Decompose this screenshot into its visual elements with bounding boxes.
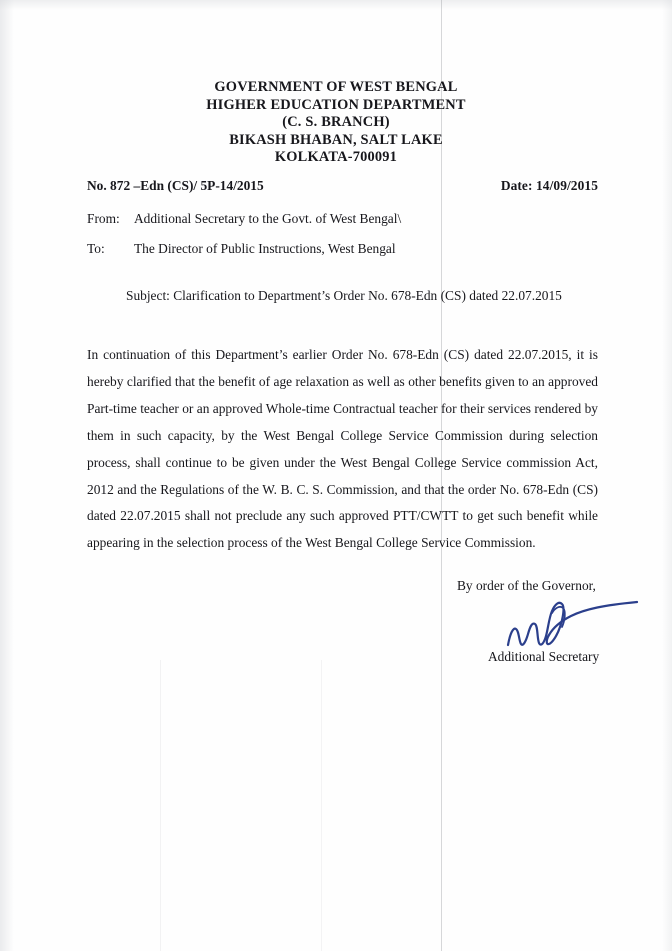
scan-crease-line-faint-left xyxy=(160,660,161,951)
letterhead-line-address: BIKASH BHABAN, SALT LAKE xyxy=(229,131,443,148)
letterhead-line-branch: (C. S. BRANCH) xyxy=(282,114,390,131)
scan-crease-line-faint-center xyxy=(321,660,322,951)
recipient-value: The Director of Public Instructions, West Bengal xyxy=(134,241,396,256)
recipient-label: To: xyxy=(87,241,105,256)
sender-label: From: xyxy=(87,211,120,226)
sender-value: Additional Secretary to the Govt. of West Bengal\ xyxy=(134,211,402,226)
letterhead-line-government: GOVERNMENT OF WEST BENGAL xyxy=(214,79,458,95)
closing-line: By order of the Governor, xyxy=(457,578,596,593)
recipient-line xyxy=(87,241,396,257)
letterhead-line-department: HIGHER EDUCATION DEPARTMENT xyxy=(206,96,466,113)
sender-line xyxy=(87,211,401,227)
signer-designation: Additional Secretary xyxy=(488,649,600,664)
scan-edge-shading-top xyxy=(0,0,672,10)
reference-line xyxy=(87,178,598,194)
handwritten-signature-icon xyxy=(505,596,645,652)
reference-date: Date: 14/09/2015 xyxy=(500,178,598,193)
subject-line: Subject: Clarification to Department’s Order No. 678-Edn (CS) dated 22.07.2015 xyxy=(126,288,562,303)
body-paragraph: In continuation of this Department’s earlier Order No. 678-Edn (CS) dated 22.07.2015, it is hereby clarified that the benefit of age relaxation as well as other benefits given to an approved Part-time teacher or an approved Whole-time Contractual teacher for their services rendered by them in such capacity, by the West Bengal College Service Commission during selection process, shall continue to be given under the West Bengal College Service commission Act, 2012 and the Regulations of the W. B. C. S. Commission, and that the order No. 678-Edn (CS) dated 22.07.2015 shall not preclude any such approved PTT/CWTT to get such benefit while appearing in the selection process of the West Bengal College Service Commission. xyxy=(87,347,598,551)
letterhead xyxy=(0,79,672,167)
letterhead-line-pincode: KOLKATA-700091 xyxy=(274,149,398,166)
reference-number: No. 872 –Edn (CS)/ 5P-14/2015 xyxy=(87,178,264,193)
